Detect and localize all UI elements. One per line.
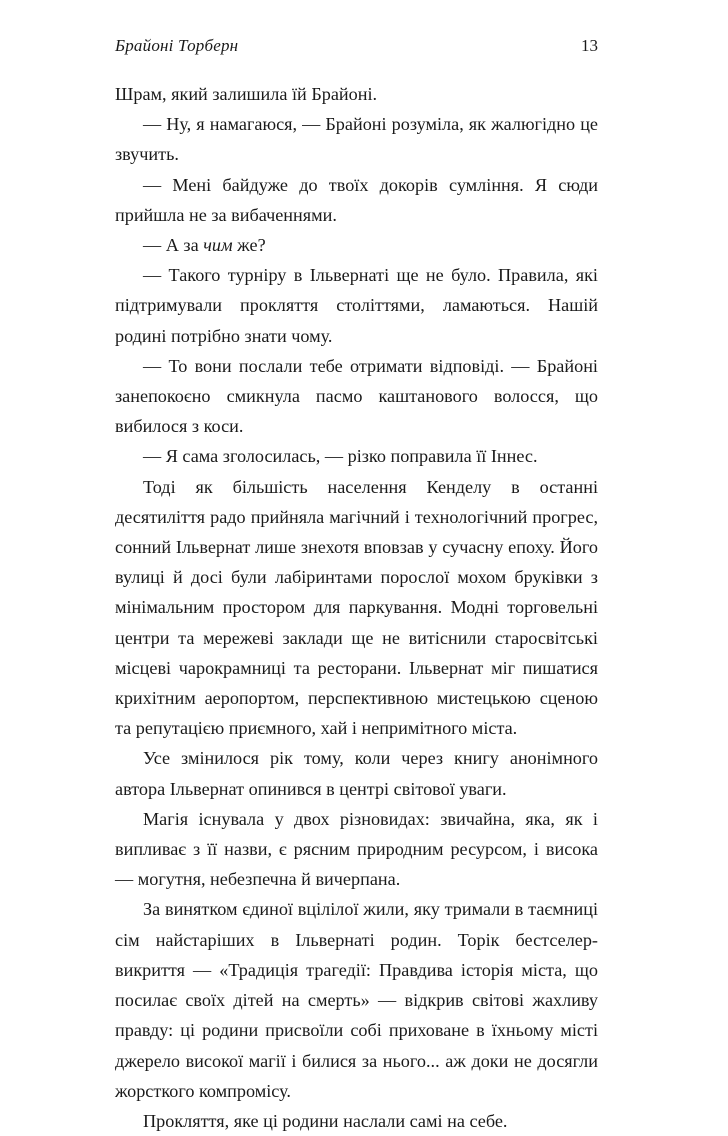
paragraph: — Я сама зголосилась, — різко поправила її Іннес.: [143, 446, 538, 467]
page-number: 13: [581, 36, 598, 55]
emphasis: чим: [203, 235, 233, 256]
paragraph: Шрам, який залишила їй Брайоні.: [115, 84, 378, 104]
author-name: Брайоні Торберн: [115, 36, 239, 55]
paragraph-text: — А за: [143, 235, 204, 256]
body-text: [115, 79, 598, 1136]
paragraph: [115, 230, 598, 260]
paragraph-text: же?: [232, 235, 266, 256]
running-head: [115, 36, 598, 64]
paragraph: Прокляття, яке ці родини наслали самі на себе.: [143, 1110, 508, 1131]
paragraph: Тоді як більшість населення Кенделу в останні десятиліття радо прийняла магічний і технологічний прогрес, сонний Ільвернат лише знехотя вповзав у сучасну епоху. Його вулиці й досі були лабіринтами порослої мохом бруківки з мінімальним простором для паркування. Модні торговельні центри та мережеві заклади ще не витіснили старосвітські місцеві чарокрамниці та ресторани. Ільвернат міг пишатися крихітним аеропортом, перспективною мистецькою сценою та репутацією приємного, хай і непримітного міста.: [115, 476, 598, 739]
paragraph: — Такого турніру в Ільвернаті ще не було. Правила, які підтримували прокляття століттями, ламаються. Нашій родині потрібно знати чому.: [115, 265, 598, 346]
paragraph: — То вони послали тебе отримати відповіді. — Брайоні занепокоєно смикнула пасмо каштанового волосся, що вибилося з коси.: [115, 355, 598, 437]
paragraph: Усе змінилося рік тому, коли через книгу анонімного автора Ільвернат опинився в центрі світової уваги.: [115, 748, 598, 799]
paragraph: — Мені байдуже до твоїх докорів сумління. Я сюди прийшла не за вибаченнями.: [115, 174, 598, 225]
paragraph: — Ну, я намагаюся, — Брайоні розуміла, як жалюгідно це звучить.: [115, 114, 598, 165]
paragraph: За винятком єдиної вцілілої жили, яку тримали в таємниці сім найстаріших в Ільвернаті родин. Торік бестселер-викриття — «Традиція трагедії: Правдива історія міста, що посилає своїх дітей на смерть» — відкрив світові жахливу правду: ці родини присвоїли собі приховане в їхньому місті джерело високої магії і билися за нього... аж доки не досягли жорсткого компромісу.: [115, 899, 598, 1101]
paragraph: Магія існувала у двох різновидах: звичайна, яка, як і випливає з її назви, є рясним природним ресурсом, і висока — могутня, небезпечна й вичерпана.: [115, 808, 598, 890]
